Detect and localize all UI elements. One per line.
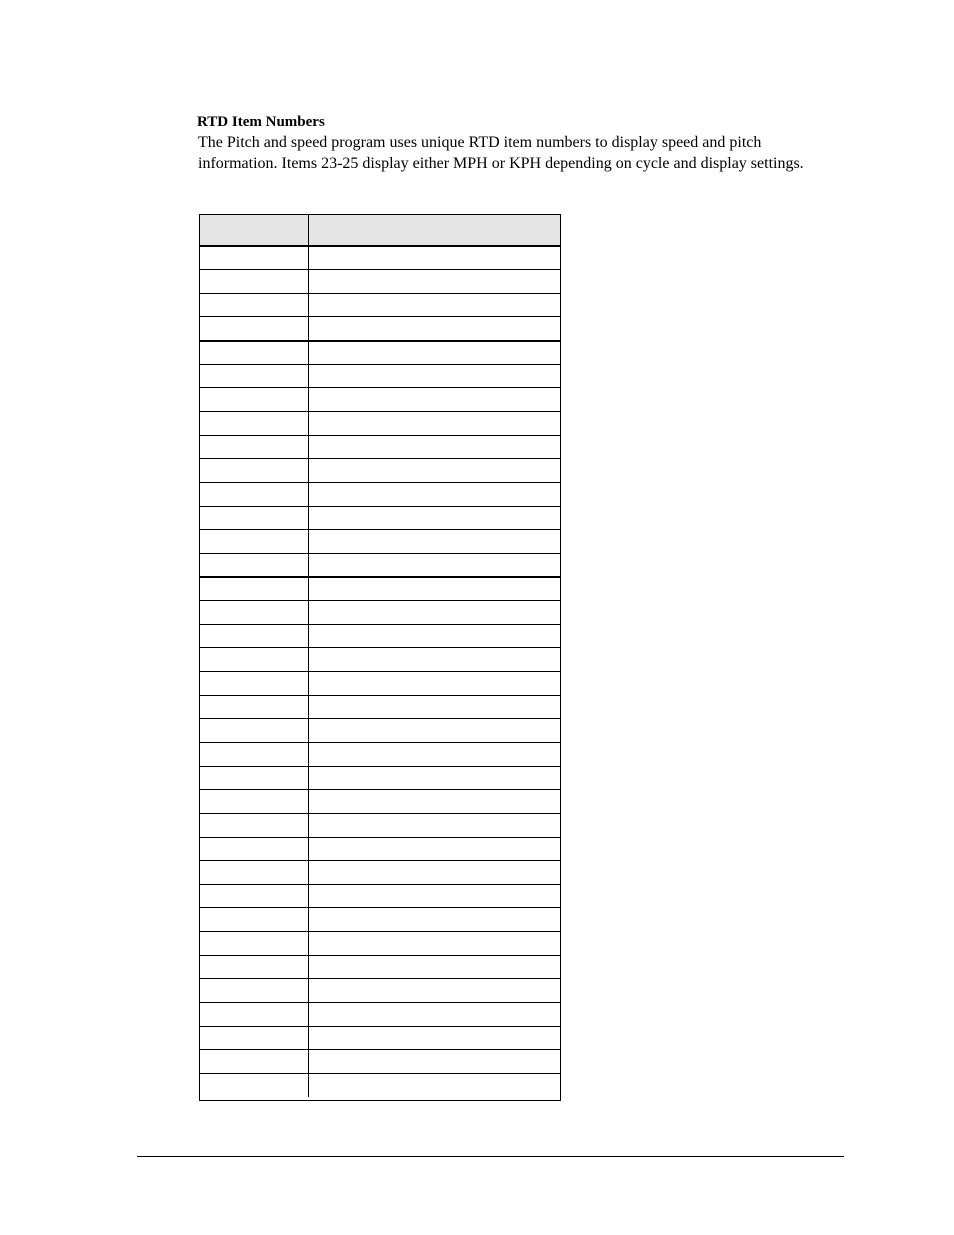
table-cell-description bbox=[308, 388, 560, 412]
table-cell-description bbox=[308, 411, 560, 435]
table-row bbox=[200, 813, 560, 837]
table-cell-description bbox=[308, 813, 560, 837]
rtd-table bbox=[200, 215, 560, 1097]
table-cell-description bbox=[308, 553, 560, 577]
table-cell-item bbox=[200, 695, 308, 719]
table-cell-item bbox=[200, 577, 308, 601]
table-cell-description bbox=[308, 624, 560, 648]
section-paragraph: The Pitch and speed program uses unique RTD item numbers to display speed and pitch information. Items 23-25 display either MPH or KPH depending on cycle and display settings. bbox=[198, 134, 804, 172]
table-cell-item bbox=[200, 790, 308, 814]
table-cell-item bbox=[200, 364, 308, 388]
table-row bbox=[200, 293, 560, 317]
table-row bbox=[200, 624, 560, 648]
table-header-row bbox=[200, 215, 560, 246]
table-row bbox=[200, 530, 560, 554]
table-cell-description bbox=[308, 837, 560, 861]
table-cell-item bbox=[200, 341, 308, 365]
table-row bbox=[200, 1050, 560, 1074]
table-cell-description bbox=[308, 317, 560, 341]
table-row bbox=[200, 932, 560, 956]
table-cell-item bbox=[200, 955, 308, 979]
table-row bbox=[200, 695, 560, 719]
table-cell-item bbox=[200, 530, 308, 554]
table-row bbox=[200, 790, 560, 814]
table-cell-description bbox=[308, 861, 560, 885]
table-row bbox=[200, 482, 560, 506]
table-cell-description bbox=[308, 908, 560, 932]
table-row bbox=[200, 1073, 560, 1097]
rtd-item-table bbox=[199, 214, 561, 1101]
table-cell-description bbox=[308, 435, 560, 459]
table-row bbox=[200, 719, 560, 743]
table-cell-description bbox=[308, 293, 560, 317]
table-cell-description bbox=[308, 932, 560, 956]
table-row bbox=[200, 246, 560, 270]
table-cell-item bbox=[200, 861, 308, 885]
table-cell-item bbox=[200, 270, 308, 294]
table-row bbox=[200, 955, 560, 979]
table-row bbox=[200, 435, 560, 459]
table-row bbox=[200, 364, 560, 388]
table-cell-description bbox=[308, 979, 560, 1003]
table-cell-item bbox=[200, 317, 308, 341]
table-cell-description bbox=[308, 601, 560, 625]
table-cell-item bbox=[200, 766, 308, 790]
table-cell-item bbox=[200, 601, 308, 625]
table-row bbox=[200, 766, 560, 790]
table-cell-item bbox=[200, 837, 308, 861]
table-cell-description bbox=[308, 246, 560, 270]
table-cell-item bbox=[200, 648, 308, 672]
table-cell-item bbox=[200, 672, 308, 696]
table-cell-item bbox=[200, 293, 308, 317]
table-cell-item bbox=[200, 388, 308, 412]
table-cell-item bbox=[200, 1026, 308, 1050]
table-cell-item bbox=[200, 506, 308, 530]
table-row bbox=[200, 577, 560, 601]
table-cell-description bbox=[308, 790, 560, 814]
table-cell-item bbox=[200, 482, 308, 506]
table-cell-description bbox=[308, 766, 560, 790]
table-row bbox=[200, 742, 560, 766]
table-cell-description bbox=[308, 1026, 560, 1050]
table-cell-item bbox=[200, 813, 308, 837]
table-cell-description bbox=[308, 955, 560, 979]
table-row bbox=[200, 411, 560, 435]
table-cell-item bbox=[200, 553, 308, 577]
table-cell-description bbox=[308, 719, 560, 743]
table-row bbox=[200, 837, 560, 861]
table-cell-item bbox=[200, 979, 308, 1003]
table-cell-item bbox=[200, 435, 308, 459]
table-row bbox=[200, 648, 560, 672]
table-cell-description bbox=[308, 695, 560, 719]
table-cell-item bbox=[200, 1003, 308, 1027]
table-cell-item bbox=[200, 908, 308, 932]
table-row bbox=[200, 601, 560, 625]
table-cell-description bbox=[308, 884, 560, 908]
table-row bbox=[200, 388, 560, 412]
table-cell-item bbox=[200, 742, 308, 766]
table-cell-description bbox=[308, 270, 560, 294]
table-row bbox=[200, 459, 560, 483]
table-cell-description bbox=[308, 1003, 560, 1027]
table-header-cell-description bbox=[308, 215, 560, 246]
table-row bbox=[200, 553, 560, 577]
table-cell-description bbox=[308, 742, 560, 766]
table-header-cell-item bbox=[200, 215, 308, 246]
table-cell-description bbox=[308, 459, 560, 483]
table-cell-description bbox=[308, 672, 560, 696]
table-row bbox=[200, 317, 560, 341]
table-cell-description bbox=[308, 1050, 560, 1074]
table-cell-item bbox=[200, 411, 308, 435]
table-cell-item bbox=[200, 246, 308, 270]
table-cell-description bbox=[308, 530, 560, 554]
table-cell-description bbox=[308, 1073, 560, 1097]
table-cell-description bbox=[308, 648, 560, 672]
table-cell-description bbox=[308, 364, 560, 388]
table-row bbox=[200, 908, 560, 932]
table-cell-item bbox=[200, 624, 308, 648]
table-row bbox=[200, 861, 560, 885]
table-row bbox=[200, 341, 560, 365]
table-row bbox=[200, 1026, 560, 1050]
table-cell-description bbox=[308, 341, 560, 365]
table-cell-item bbox=[200, 884, 308, 908]
footer-rule bbox=[137, 1156, 844, 1157]
table-cell-item bbox=[200, 1050, 308, 1074]
table-row bbox=[200, 672, 560, 696]
table-row bbox=[200, 1003, 560, 1027]
table-cell-item bbox=[200, 459, 308, 483]
table-body bbox=[200, 246, 560, 1097]
table-cell-item bbox=[200, 932, 308, 956]
table-row bbox=[200, 884, 560, 908]
table-row bbox=[200, 506, 560, 530]
table-cell-item bbox=[200, 719, 308, 743]
table-row bbox=[200, 270, 560, 294]
table-row bbox=[200, 979, 560, 1003]
table-cell-item bbox=[200, 1073, 308, 1097]
table-cell-description bbox=[308, 506, 560, 530]
section-heading: RTD Item Numbers bbox=[197, 114, 325, 130]
table-cell-description bbox=[308, 482, 560, 506]
table-cell-description bbox=[308, 577, 560, 601]
